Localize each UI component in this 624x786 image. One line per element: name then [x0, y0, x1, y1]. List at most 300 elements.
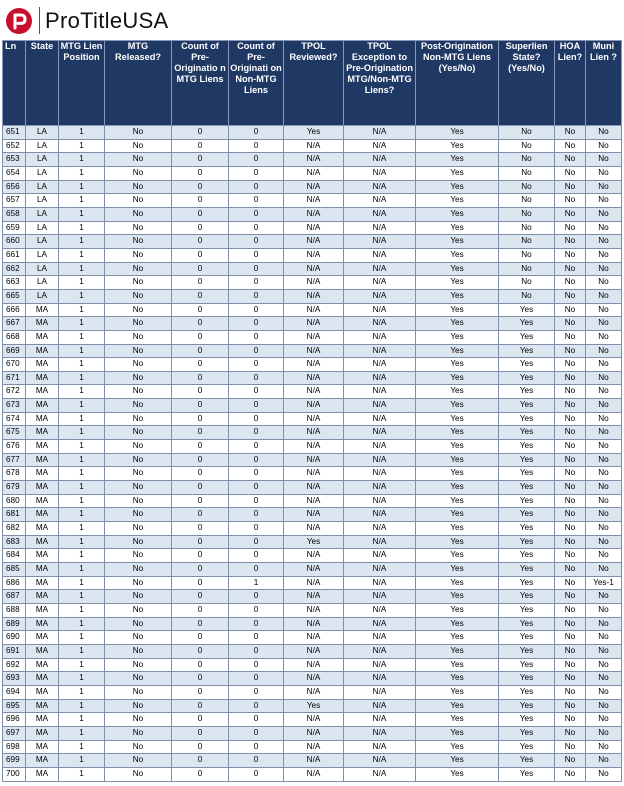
cell-pre-origination-non-mtg-count: 0: [229, 385, 284, 399]
cell-hoa-lien: No: [555, 289, 586, 303]
cell-pre-origination-mtg-count: 0: [172, 590, 229, 604]
cell-tpol-reviewed: N/A: [284, 617, 344, 631]
cell-ln: 661: [3, 248, 26, 262]
table-row: [3, 672, 622, 686]
cell-muni-lien: No: [586, 631, 622, 645]
cell-tpol-exception: N/A: [344, 426, 416, 440]
cell-tpol-exception: N/A: [344, 180, 416, 194]
cell-mtg-lien-position: 1: [59, 481, 105, 495]
cell-ln: 656: [3, 180, 26, 194]
cell-pre-origination-mtg-count: 0: [172, 412, 229, 426]
cell-muni-lien: No: [586, 699, 622, 713]
cell-superlien-state: Yes: [499, 603, 555, 617]
table-row: [3, 726, 622, 740]
cell-superlien-state: Yes: [499, 467, 555, 481]
cell-hoa-lien: No: [555, 576, 586, 590]
table-body: [3, 126, 622, 782]
cell-mtg-lien-position: 1: [59, 153, 105, 167]
cell-muni-lien: No: [586, 412, 622, 426]
cell-superlien-state: Yes: [499, 426, 555, 440]
cell-mtg-released: No: [105, 631, 172, 645]
cell-pre-origination-non-mtg-count: 0: [229, 767, 284, 781]
cell-ln: 659: [3, 221, 26, 235]
cell-muni-lien: No: [586, 713, 622, 727]
cell-tpol-reviewed: Yes: [284, 699, 344, 713]
cell-post-origination-non-mtg-liens: Yes: [416, 563, 499, 577]
cell-pre-origination-mtg-count: 0: [172, 303, 229, 317]
cell-ln: 679: [3, 481, 26, 495]
cell-pre-origination-non-mtg-count: 0: [229, 358, 284, 372]
cell-muni-lien: No: [586, 494, 622, 508]
cell-pre-origination-mtg-count: 0: [172, 330, 229, 344]
cell-muni-lien: No: [586, 303, 622, 317]
cell-hoa-lien: No: [555, 644, 586, 658]
cell-pre-origination-non-mtg-count: 0: [229, 481, 284, 495]
cell-superlien-state: Yes: [499, 685, 555, 699]
header-post-origination-non-mtg-liens: Post-Origination Non-MTG Liens (Yes/No): [416, 41, 499, 126]
cell-tpol-exception: N/A: [344, 535, 416, 549]
cell-tpol-exception: N/A: [344, 713, 416, 727]
cell-pre-origination-mtg-count: 0: [172, 453, 229, 467]
cell-pre-origination-mtg-count: 0: [172, 644, 229, 658]
cell-ln: 694: [3, 685, 26, 699]
cell-pre-origination-mtg-count: 0: [172, 248, 229, 262]
cell-state: MA: [26, 672, 59, 686]
cell-pre-origination-non-mtg-count: 0: [229, 467, 284, 481]
cell-tpol-exception: N/A: [344, 740, 416, 754]
cell-pre-origination-mtg-count: 0: [172, 207, 229, 221]
cell-pre-origination-non-mtg-count: 0: [229, 412, 284, 426]
cell-hoa-lien: No: [555, 658, 586, 672]
cell-ln: 700: [3, 767, 26, 781]
cell-hoa-lien: No: [555, 713, 586, 727]
cell-post-origination-non-mtg-liens: Yes: [416, 767, 499, 781]
cell-superlien-state: No: [499, 139, 555, 153]
cell-ln: 668: [3, 330, 26, 344]
cell-tpol-exception: N/A: [344, 481, 416, 495]
cell-pre-origination-non-mtg-count: 0: [229, 303, 284, 317]
cell-mtg-released: No: [105, 481, 172, 495]
cell-mtg-released: No: [105, 754, 172, 768]
cell-tpol-reviewed: N/A: [284, 522, 344, 536]
cell-hoa-lien: No: [555, 412, 586, 426]
cell-pre-origination-mtg-count: 0: [172, 576, 229, 590]
cell-superlien-state: No: [499, 276, 555, 290]
table-row: [3, 317, 622, 331]
cell-post-origination-non-mtg-liens: Yes: [416, 713, 499, 727]
header-tpol-reviewed: TPOL Reviewed?: [284, 41, 344, 126]
table-row: [3, 549, 622, 563]
cell-pre-origination-non-mtg-count: 0: [229, 522, 284, 536]
cell-hoa-lien: No: [555, 508, 586, 522]
cell-mtg-lien-position: 1: [59, 126, 105, 140]
cell-hoa-lien: No: [555, 603, 586, 617]
cell-mtg-lien-position: 1: [59, 740, 105, 754]
cell-hoa-lien: No: [555, 385, 586, 399]
cell-tpol-reviewed: N/A: [284, 549, 344, 563]
cell-mtg-lien-position: 1: [59, 317, 105, 331]
cell-state: LA: [26, 180, 59, 194]
cell-muni-lien: No: [586, 371, 622, 385]
cell-muni-lien: No: [586, 180, 622, 194]
cell-tpol-reviewed: N/A: [284, 685, 344, 699]
cell-post-origination-non-mtg-liens: Yes: [416, 371, 499, 385]
cell-mtg-released: No: [105, 535, 172, 549]
table-row: [3, 535, 622, 549]
cell-superlien-state: No: [499, 289, 555, 303]
cell-mtg-released: No: [105, 153, 172, 167]
cell-ln: 686: [3, 576, 26, 590]
cell-post-origination-non-mtg-liens: Yes: [416, 672, 499, 686]
cell-post-origination-non-mtg-liens: Yes: [416, 207, 499, 221]
cell-tpol-reviewed: N/A: [284, 317, 344, 331]
cell-tpol-reviewed: N/A: [284, 358, 344, 372]
cell-pre-origination-mtg-count: 0: [172, 563, 229, 577]
cell-muni-lien: Yes-1: [586, 576, 622, 590]
cell-mtg-lien-position: 1: [59, 617, 105, 631]
cell-ln: 675: [3, 426, 26, 440]
cell-superlien-state: Yes: [499, 303, 555, 317]
cell-state: MA: [26, 508, 59, 522]
cell-ln: 680: [3, 494, 26, 508]
cell-post-origination-non-mtg-liens: Yes: [416, 453, 499, 467]
cell-ln: 699: [3, 754, 26, 768]
cell-state: MA: [26, 317, 59, 331]
table-row: [3, 467, 622, 481]
cell-mtg-released: No: [105, 344, 172, 358]
cell-mtg-lien-position: 1: [59, 344, 105, 358]
cell-tpol-reviewed: N/A: [284, 603, 344, 617]
cell-tpol-exception: N/A: [344, 467, 416, 481]
cell-state: MA: [26, 358, 59, 372]
cell-state: LA: [26, 221, 59, 235]
cell-pre-origination-mtg-count: 0: [172, 726, 229, 740]
header-superlien-state: Superlien State? (Yes/No): [499, 41, 555, 126]
cell-ln: 652: [3, 139, 26, 153]
cell-hoa-lien: No: [555, 685, 586, 699]
cell-muni-lien: No: [586, 535, 622, 549]
cell-pre-origination-mtg-count: 0: [172, 522, 229, 536]
cell-mtg-released: No: [105, 713, 172, 727]
cell-pre-origination-non-mtg-count: 0: [229, 590, 284, 604]
cell-pre-origination-non-mtg-count: 0: [229, 549, 284, 563]
cell-mtg-lien-position: 1: [59, 726, 105, 740]
cell-tpol-reviewed: N/A: [284, 344, 344, 358]
cell-ln: 672: [3, 385, 26, 399]
cell-state: LA: [26, 166, 59, 180]
header-tpol-exception: TPOL Exception to Pre-Origination MTG/Non-MTG Liens?: [344, 41, 416, 126]
cell-state: MA: [26, 576, 59, 590]
cell-pre-origination-non-mtg-count: 0: [229, 440, 284, 454]
cell-pre-origination-mtg-count: 0: [172, 221, 229, 235]
cell-tpol-exception: N/A: [344, 153, 416, 167]
table-row: [3, 522, 622, 536]
cell-tpol-reviewed: N/A: [284, 440, 344, 454]
header-muni-lien: Muni Lien ?: [586, 41, 622, 126]
cell-superlien-state: No: [499, 180, 555, 194]
cell-ln: 695: [3, 699, 26, 713]
cell-tpol-exception: N/A: [344, 522, 416, 536]
cell-hoa-lien: No: [555, 399, 586, 413]
cell-tpol-reviewed: N/A: [284, 385, 344, 399]
cell-state: MA: [26, 644, 59, 658]
cell-pre-origination-mtg-count: 0: [172, 276, 229, 290]
cell-state: MA: [26, 399, 59, 413]
cell-ln: 660: [3, 235, 26, 249]
table-row: [3, 358, 622, 372]
cell-ln: 670: [3, 358, 26, 372]
cell-pre-origination-mtg-count: 0: [172, 166, 229, 180]
cell-mtg-lien-position: 1: [59, 235, 105, 249]
cell-pre-origination-non-mtg-count: 0: [229, 508, 284, 522]
cell-hoa-lien: No: [555, 426, 586, 440]
cell-superlien-state: No: [499, 194, 555, 208]
cell-tpol-exception: N/A: [344, 754, 416, 768]
cell-muni-lien: No: [586, 153, 622, 167]
cell-muni-lien: No: [586, 440, 622, 454]
cell-hoa-lien: No: [555, 767, 586, 781]
cell-hoa-lien: No: [555, 699, 586, 713]
cell-muni-lien: No: [586, 344, 622, 358]
cell-hoa-lien: No: [555, 754, 586, 768]
cell-tpol-reviewed: N/A: [284, 235, 344, 249]
cell-muni-lien: No: [586, 726, 622, 740]
cell-pre-origination-mtg-count: 0: [172, 699, 229, 713]
cell-tpol-exception: N/A: [344, 576, 416, 590]
cell-state: LA: [26, 126, 59, 140]
cell-mtg-lien-position: 1: [59, 440, 105, 454]
cell-pre-origination-mtg-count: 0: [172, 262, 229, 276]
cell-hoa-lien: No: [555, 563, 586, 577]
cell-tpol-reviewed: Yes: [284, 535, 344, 549]
cell-pre-origination-non-mtg-count: 0: [229, 330, 284, 344]
cell-state: MA: [26, 617, 59, 631]
cell-ln: 666: [3, 303, 26, 317]
cell-post-origination-non-mtg-liens: Yes: [416, 631, 499, 645]
cell-mtg-released: No: [105, 603, 172, 617]
cell-pre-origination-mtg-count: 0: [172, 317, 229, 331]
cell-muni-lien: No: [586, 248, 622, 262]
cell-hoa-lien: No: [555, 207, 586, 221]
cell-tpol-exception: N/A: [344, 617, 416, 631]
cell-mtg-released: No: [105, 235, 172, 249]
cell-tpol-reviewed: N/A: [284, 276, 344, 290]
cell-pre-origination-non-mtg-count: 0: [229, 658, 284, 672]
table-row: [3, 385, 622, 399]
cell-tpol-reviewed: N/A: [284, 590, 344, 604]
cell-mtg-lien-position: 1: [59, 644, 105, 658]
cell-tpol-reviewed: N/A: [284, 262, 344, 276]
cell-post-origination-non-mtg-liens: Yes: [416, 235, 499, 249]
cell-muni-lien: No: [586, 207, 622, 221]
cell-tpol-exception: N/A: [344, 194, 416, 208]
cell-pre-origination-non-mtg-count: 0: [229, 453, 284, 467]
cell-hoa-lien: No: [555, 180, 586, 194]
header-state: State: [26, 41, 59, 126]
cell-pre-origination-non-mtg-count: 0: [229, 139, 284, 153]
cell-ln: 683: [3, 535, 26, 549]
cell-superlien-state: Yes: [499, 549, 555, 563]
cell-mtg-released: No: [105, 194, 172, 208]
cell-mtg-lien-position: 1: [59, 508, 105, 522]
cell-mtg-released: No: [105, 508, 172, 522]
cell-mtg-released: No: [105, 412, 172, 426]
cell-post-origination-non-mtg-liens: Yes: [416, 330, 499, 344]
cell-superlien-state: Yes: [499, 699, 555, 713]
cell-mtg-lien-position: 1: [59, 549, 105, 563]
cell-tpol-reviewed: Yes: [284, 126, 344, 140]
cell-tpol-exception: N/A: [344, 166, 416, 180]
cell-tpol-reviewed: N/A: [284, 713, 344, 727]
cell-superlien-state: Yes: [499, 494, 555, 508]
cell-mtg-released: No: [105, 563, 172, 577]
cell-muni-lien: No: [586, 481, 622, 495]
cell-pre-origination-mtg-count: 0: [172, 399, 229, 413]
cell-mtg-lien-position: 1: [59, 576, 105, 590]
cell-pre-origination-non-mtg-count: 0: [229, 535, 284, 549]
table-row: [3, 276, 622, 290]
cell-tpol-exception: N/A: [344, 590, 416, 604]
cell-pre-origination-non-mtg-count: 0: [229, 603, 284, 617]
cell-muni-lien: No: [586, 399, 622, 413]
cell-state: MA: [26, 330, 59, 344]
cell-muni-lien: No: [586, 126, 622, 140]
cell-ln: 657: [3, 194, 26, 208]
cell-tpol-exception: N/A: [344, 385, 416, 399]
cell-tpol-exception: N/A: [344, 248, 416, 262]
cell-muni-lien: No: [586, 644, 622, 658]
cell-state: MA: [26, 685, 59, 699]
cell-superlien-state: Yes: [499, 535, 555, 549]
cell-mtg-lien-position: 1: [59, 672, 105, 686]
cell-muni-lien: No: [586, 262, 622, 276]
cell-state: LA: [26, 153, 59, 167]
table-row: [3, 508, 622, 522]
cell-pre-origination-non-mtg-count: 0: [229, 644, 284, 658]
cell-hoa-lien: No: [555, 535, 586, 549]
cell-muni-lien: No: [586, 549, 622, 563]
cell-mtg-released: No: [105, 276, 172, 290]
cell-pre-origination-mtg-count: 0: [172, 385, 229, 399]
cell-mtg-released: No: [105, 330, 172, 344]
cell-pre-origination-mtg-count: 0: [172, 344, 229, 358]
cell-superlien-state: Yes: [499, 672, 555, 686]
cell-superlien-state: Yes: [499, 508, 555, 522]
cell-mtg-released: No: [105, 248, 172, 262]
cell-state: MA: [26, 371, 59, 385]
cell-pre-origination-non-mtg-count: 0: [229, 126, 284, 140]
cell-pre-origination-mtg-count: 0: [172, 440, 229, 454]
cell-tpol-exception: N/A: [344, 235, 416, 249]
cell-mtg-released: No: [105, 644, 172, 658]
cell-ln: 671: [3, 371, 26, 385]
cell-hoa-lien: No: [555, 139, 586, 153]
table-row: [3, 740, 622, 754]
cell-ln: 698: [3, 740, 26, 754]
cell-superlien-state: Yes: [499, 617, 555, 631]
header-hoa-lien: HOA Lien?: [555, 41, 586, 126]
cell-muni-lien: No: [586, 194, 622, 208]
cell-tpol-reviewed: N/A: [284, 576, 344, 590]
cell-post-origination-non-mtg-liens: Yes: [416, 344, 499, 358]
cell-muni-lien: No: [586, 754, 622, 768]
cell-muni-lien: No: [586, 453, 622, 467]
cell-pre-origination-non-mtg-count: 0: [229, 631, 284, 645]
cell-pre-origination-mtg-count: 0: [172, 631, 229, 645]
cell-post-origination-non-mtg-liens: Yes: [416, 644, 499, 658]
cell-pre-origination-non-mtg-count: 0: [229, 221, 284, 235]
cell-superlien-state: Yes: [499, 576, 555, 590]
cell-mtg-released: No: [105, 207, 172, 221]
table-row: [3, 644, 622, 658]
cell-post-origination-non-mtg-liens: Yes: [416, 658, 499, 672]
cell-superlien-state: No: [499, 235, 555, 249]
cell-state: LA: [26, 207, 59, 221]
cell-post-origination-non-mtg-liens: Yes: [416, 166, 499, 180]
cell-tpol-exception: N/A: [344, 399, 416, 413]
cell-muni-lien: No: [586, 221, 622, 235]
cell-tpol-exception: N/A: [344, 139, 416, 153]
header-count-pre-origination-non-mtg-liens: Count of Pre-Originati on Non-MTG Liens: [229, 41, 284, 126]
cell-state: MA: [26, 467, 59, 481]
cell-post-origination-non-mtg-liens: Yes: [416, 126, 499, 140]
cell-post-origination-non-mtg-liens: Yes: [416, 262, 499, 276]
cell-tpol-reviewed: N/A: [284, 371, 344, 385]
cell-pre-origination-mtg-count: 0: [172, 685, 229, 699]
cell-tpol-exception: N/A: [344, 276, 416, 290]
table-row: [3, 767, 622, 781]
cell-state: MA: [26, 426, 59, 440]
cell-tpol-reviewed: N/A: [284, 303, 344, 317]
cell-hoa-lien: No: [555, 631, 586, 645]
cell-tpol-exception: N/A: [344, 549, 416, 563]
cell-post-origination-non-mtg-liens: Yes: [416, 740, 499, 754]
table-row: [3, 248, 622, 262]
cell-mtg-lien-position: 1: [59, 248, 105, 262]
cell-state: MA: [26, 522, 59, 536]
cell-post-origination-non-mtg-liens: Yes: [416, 494, 499, 508]
cell-state: MA: [26, 740, 59, 754]
cell-ln: 682: [3, 522, 26, 536]
table-row: [3, 453, 622, 467]
cell-mtg-lien-position: 1: [59, 399, 105, 413]
cell-pre-origination-mtg-count: 0: [172, 767, 229, 781]
cell-pre-origination-mtg-count: 0: [172, 740, 229, 754]
cell-ln: 663: [3, 276, 26, 290]
cell-state: MA: [26, 590, 59, 604]
cell-tpol-reviewed: N/A: [284, 508, 344, 522]
cell-mtg-released: No: [105, 262, 172, 276]
cell-mtg-released: No: [105, 221, 172, 235]
cell-state: MA: [26, 385, 59, 399]
table-row: [3, 685, 622, 699]
cell-mtg-released: No: [105, 494, 172, 508]
table-row: [3, 603, 622, 617]
cell-hoa-lien: No: [555, 262, 586, 276]
cell-mtg-lien-position: 1: [59, 603, 105, 617]
cell-pre-origination-mtg-count: 0: [172, 371, 229, 385]
cell-state: MA: [26, 713, 59, 727]
cell-muni-lien: No: [586, 522, 622, 536]
cell-superlien-state: Yes: [499, 371, 555, 385]
cell-post-origination-non-mtg-liens: Yes: [416, 754, 499, 768]
cell-ln: 697: [3, 726, 26, 740]
cell-pre-origination-non-mtg-count: 0: [229, 699, 284, 713]
cell-superlien-state: No: [499, 207, 555, 221]
cell-ln: 685: [3, 563, 26, 577]
cell-post-origination-non-mtg-liens: Yes: [416, 194, 499, 208]
cell-post-origination-non-mtg-liens: Yes: [416, 317, 499, 331]
